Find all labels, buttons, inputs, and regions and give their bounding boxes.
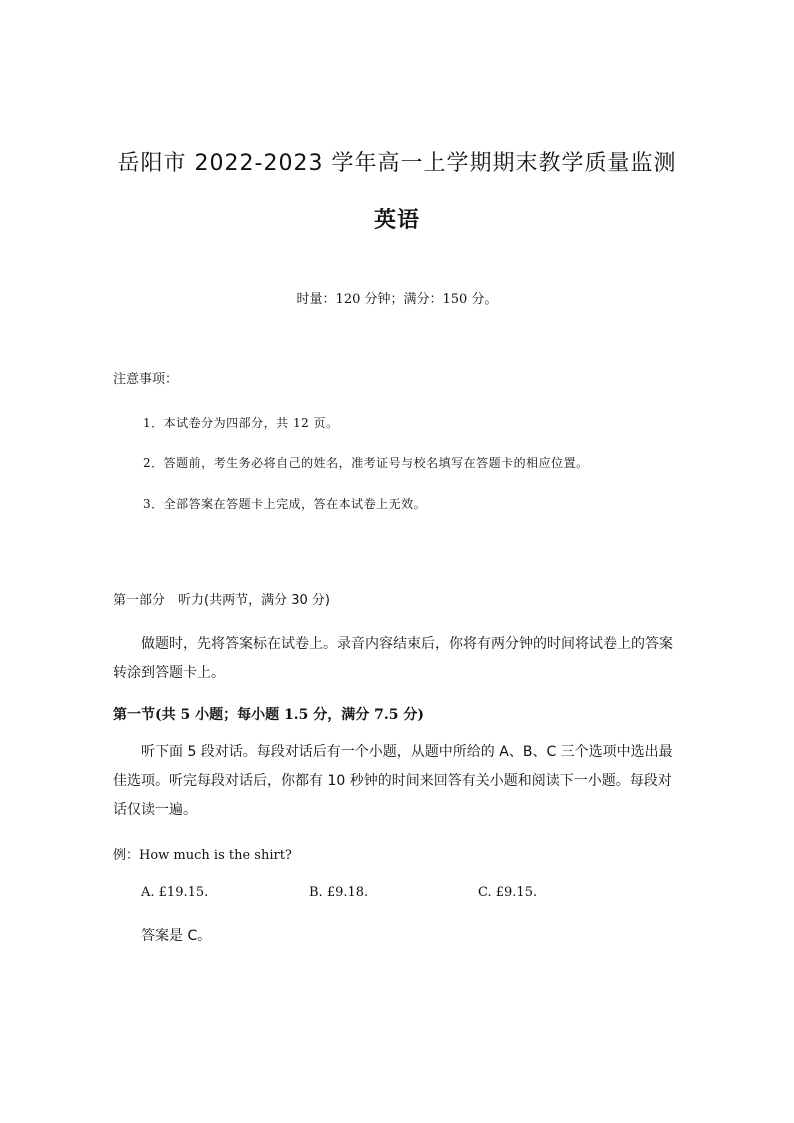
notice-item: 1．本试卷分为四部分，共 12 页。 xyxy=(143,416,339,430)
exam-subject: 英语 xyxy=(373,208,420,233)
part1-intro: 做题时，先将答案标在试卷上。录音内容结束后，你将有两分钟的时间将试卷上的答案转涂到答题卡上。 xyxy=(113,636,673,681)
section1-heading: 第一节(共 5 小题；每小题 1.5 分，满分 7.5 分) xyxy=(113,707,424,723)
exam-title: 岳阳市 2022-2023 学年高一上学期期末教学质量监测 xyxy=(117,151,677,176)
notice-item: 3．全部答案在答题卡上完成，答在本试卷上无效。 xyxy=(143,497,427,511)
section1-instructions: 听下面 5 段对话。每段对话后有一个小题，从题中所给的 A、B、C 三个选项中选出最佳选项。听完每段对话后，你都有 10 秒钟的时间来回答有关小题和阅读下一小题。每段对话仅读一遍。 xyxy=(113,744,673,818)
part1-heading: 第一部分 听力(共两节，满分 30 分) xyxy=(113,593,330,608)
notice-item: 2．答题前，考生务必将自己的姓名，准考证号与校名填写在答题卡的相应位置。 xyxy=(143,456,589,470)
example-option-a: A. £19.15. xyxy=(141,885,209,900)
notice-heading: 注意事项： xyxy=(113,372,179,387)
example-question: 例：How much is the shirt? xyxy=(113,848,292,863)
example-option-b: B. £9.18. xyxy=(309,885,369,900)
example-option-c: C. £9.15. xyxy=(478,885,538,900)
exam-duration: 时量：120 分钟；满分：150 分。 xyxy=(296,292,498,307)
example-answer: 答案是 C。 xyxy=(141,928,212,944)
